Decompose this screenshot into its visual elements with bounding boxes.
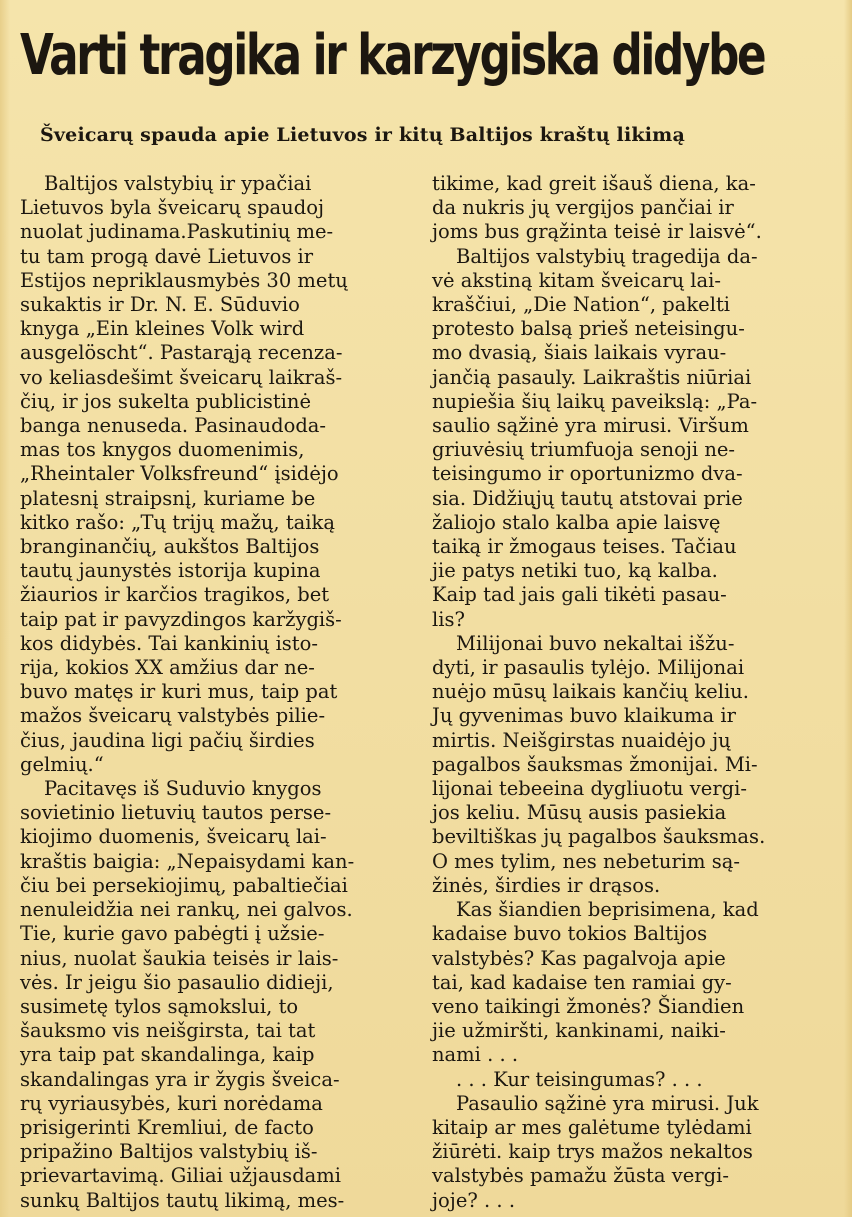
paper-edge-left bbox=[0, 0, 10, 1217]
paper-edge-right bbox=[844, 0, 852, 1217]
paragraph: Pacitavęs iš Suduvio knygos sovietinio lietuvių tautos perse- kiojimo duomenis, šveicarų lai- kraštis baigia: „Nepaisydami kan- čiu bei persekiojimų, pabaltiečiai nenuleidžia nei rankų, nei galvos. Tie, kurie gavo pabėgti į užsie- nius, nuolat šaukia teisės ir lais- vės. Ir jeigu šio pasaulio didieji, susimetę tylos sąmokslui, to šauksmo vis neišgirsta, tai tat yra taip pat skandalinga, kaip skandalingas yra ir žygis šveica- rų vyriausybės, kuri norėdama prisigerinti Kremliui, de facto pripažino Baltijos valstybių iš- prievartavimą. Giliai užjausdami sunkų Baltijos tautų likimą, mes- bbox=[20, 777, 355, 1212]
article-subheadline: Šveicarų spauda apie Lietuvos ir kitų Baltijos kraštų likimą bbox=[40, 124, 685, 146]
paragraph: Baltijos valstybių ir ypačiai Lietuvos byla šveicarų spaudoj nuolat judinama.Paskutinių me- tu tam progą davė Lietuvos ir Estijos nepriklausmybės 30 metų sukaktis ir Dr. N. E. Sūduvio knyga „Ein kleines Volk wird ausgelöscht“. Pastarąją recenza- vo keliasdešimt šveicarų laikraš- čių, ir jos sukelta publicistinė banga nenuseda. Pasinaudoda- mas tos knygos duomenimis, „Rheintaler Volksfreund“ įsidėjo platesnį straipsnį, kuriame be kitko rašo: „Tų trijų mažų, taiką branginančių, aukštos Baltijos tautų jaunystės istorija kupina žiaurios ir karčios tragikos, bet taip pat ir pavyzdingos karžygiš- kos didybės. Tai kankinių isto- rija, kokios XX amžius dar ne- buvo matęs ir kuri mus, taip pat mažos šveicarų valstybės pilie- čius, jaudina ligi pačių širdies gelmių.“ bbox=[20, 172, 348, 776]
article-headline: Varti tragika ir karzygiska didybe bbox=[20, 23, 765, 88]
paragraph: Pasaulio sąžinė yra mirusi. Juk kitaip ar mes galėtume tylėdami žiūrėti. kaip trys mažos nekaltos valstybės pamažu žūsta vergi- joje? . . . bbox=[432, 1091, 759, 1212]
paragraph: Milijonai buvo nekaltai išžu- dyti, ir pasaulis tylėjo. Milijonai nuėjo mūsų laikais kančių keliu. Jų gyvenimas buvo klaikuma ir mirtis. Neišgirstas nuaidėjo jų pagalbos šauksmas žmonijai. Mi- lijonai tebeeina dygliuotu vergi- jos keliu. Mūsų ausis pasiekia beviltiškas jų pagalbos šauksmas. O mes tylim, nes nebeturim są- žinės, širdies ir drąsos. bbox=[432, 631, 766, 897]
paragraph: Kas šiandien beprisimena, kad kadaise buvo tokios Baltijos valstybės? Kas pagalvoja apie tai, kad kadaise ten ramiai gy- veno taikingi žmonės? Šiandien jie užmiršti, kankinami, naiki- nami . . . bbox=[432, 898, 759, 1067]
article-column-left bbox=[20, 172, 420, 1213]
article-column-right bbox=[432, 172, 837, 1213]
paragraph: tikime, kad greit išauš diena, ka- da nukris jų vergijos pančiai ir joms bus grąžinta teisė ir laisvė“. bbox=[432, 172, 762, 244]
paragraph: . . . Kur teisingumas? . . . bbox=[456, 1067, 703, 1091]
paragraph: Baltijos valstybių tragedija da- vė akstiną kitam šveicarų lai- kraščiui, „Die Nation“, pakelti protesto balsą prieš neteisingu- mo dvasią, šiais laikais vyrau- jančią pasauly. Laikraštis niūriai nupiešia šių laikų paveikslą: „Pa- saulio sąžinė yra mirusi. Viršum griuvėsių triumfuoja senoji ne- teisingumo ir oportunizmo dva- sia. Didžiųjų tautų atstovai prie žaliojo stalo kalba apie laisvę taiką ir žmogaus teises. Tačiau jie patys netiki tuo, ką kalba. Kaip tad jais gali tikėti pasau- lis? bbox=[432, 244, 758, 631]
